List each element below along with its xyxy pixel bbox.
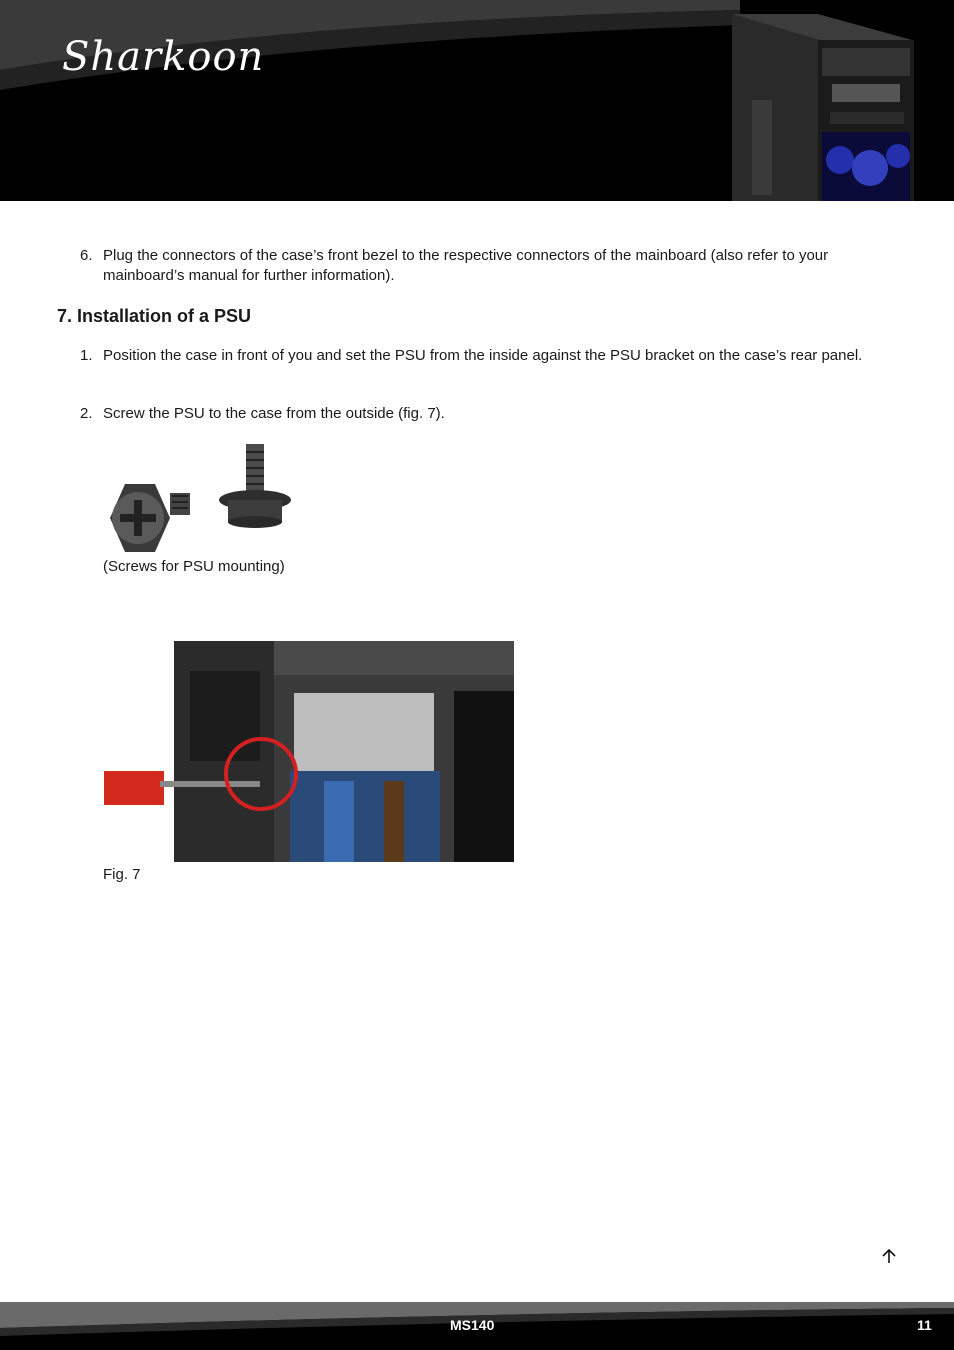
figure-7-image — [104, 621, 514, 862]
up-arrow-icon[interactable] — [879, 1246, 899, 1266]
step-number: 2. — [80, 405, 93, 422]
step-number: 6. — [80, 247, 93, 264]
section-heading: 7. Installation of a PSU — [57, 306, 252, 326]
page-number: 11 — [917, 1317, 932, 1333]
step-text: Plug the connectors of the case’s front bezel to the respective connectors of the mainboard (also refer to your mainboard’s manual for further information). — [103, 247, 829, 284]
screw-flat-icon — [110, 484, 190, 552]
brand-logo: Sharkoon — [62, 34, 265, 80]
model-name: MS140 — [450, 1317, 495, 1333]
screws-caption: (Screws for PSU mounting) — [103, 558, 285, 575]
psu-screws-image — [100, 438, 300, 558]
screw-standing-icon — [219, 444, 291, 528]
header-graphic — [0, 0, 954, 201]
step-number: 1. — [80, 347, 93, 364]
step-text: Screw the PSU to the case from the outside (fig. 7). — [103, 405, 445, 422]
pc-case-image — [732, 14, 914, 201]
page-footer — [0, 1302, 954, 1350]
page-header — [0, 0, 954, 201]
step-text: Position the case in front of you and set the PSU from the inside against the PSU bracket on the case’s rear panel. — [103, 347, 863, 364]
figure-caption: Fig. 7 — [103, 866, 141, 883]
